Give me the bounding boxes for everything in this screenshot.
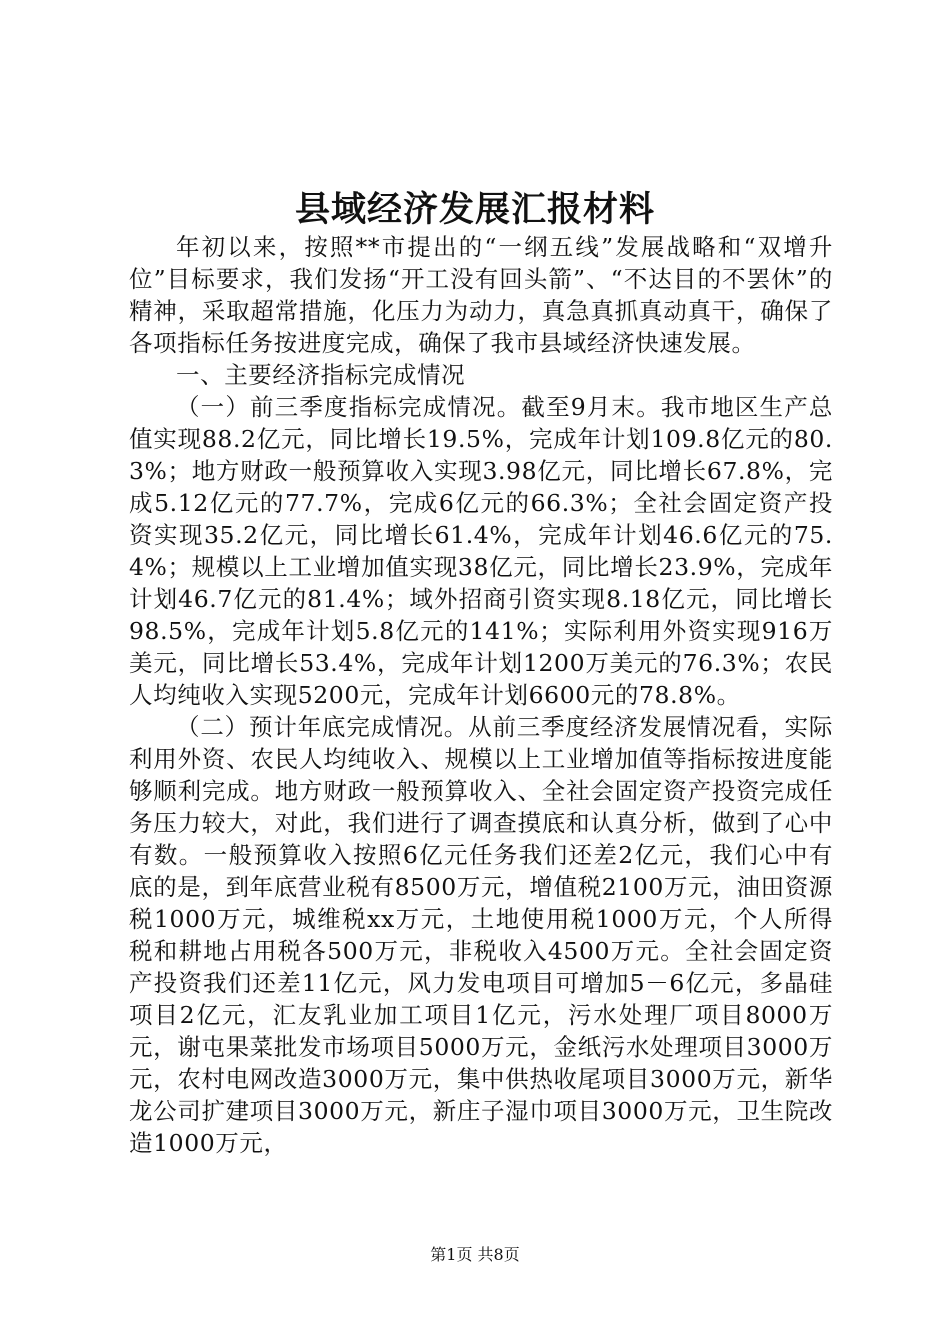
paragraph-q3-indicators: （一）前三季度指标完成情况。截至9月末。我市地区生产总值实现88.2亿元，同比增长19.5%，完成年计划109.8亿元的80.3%；地方财政一般预算收入实现3.98亿元，同比增长67.8%，完成5.12亿元的77.7%，完成6亿元的66.3%；全社会固定资产投资实现35.2亿元，同比增长61.4%，完成年计划46.6亿元的75.4%；规模以上工业增加值实现38亿元，同比增长23.9%，完成年计划46.7亿元的81.4%；域外招商引资实现8.18亿元，同比增长98.5%，完成年计划5.8亿元的141%；实际利用外资实现916万美元，同比增长53.4%，完成年计划1200万美元的76.3%；农民人均纯收入实现5200元，完成年计划6600元的78.8%。 xyxy=(129,393,833,709)
intro-paragraph: 年初以来，按照**市提出的“一纲五线”发展战略和“双增升位”目标要求，我们发扬“开工没有回头箭”、“不达目的不罢休”的精神，采取超常措施，化压力为动力，真急真抓真动真干，确保了各项指标任务按进度完成，确保了我市县域经济快速发展。 xyxy=(129,233,833,357)
document-title: 县域经济发展汇报材料 xyxy=(294,189,655,230)
section-heading-main-indicators: 一、主要经济指标完成情况 xyxy=(176,361,466,389)
document-body xyxy=(129,231,833,1159)
page-footer: 第1页 共8页 xyxy=(430,1245,520,1264)
paragraph-year-end-forecast: （二）预计年底完成情况。从前三季度经济发展情况看，实际利用外资、农民人均纯收入、规模以上工业增加值等指标按进度能够顺利完成。地方财政一般预算收入、全社会固定资产投资完成任务压力较大，对此，我们进行了调查摸底和认真分析，做到了心中有数。一般预算收入按照6亿元任务我们还差2亿元，我们心中有底的是，到年底营业税有8500万元，增值税2100万元，油田资源税1000万元，城维税xx万元，土地使用税1000万元，个人所得税和耕地占用税各500万元，非税收入4500万元。全社会固定资产投资我们还差11亿元，风力发电项目可增加5－6亿元，多晶硅项目2亿元，汇友乳业加工项目1亿元，污水处理厂项目8000万元，谢屯果菜批发市场项目5000万元，金纸污水处理项目3000万元，农村电网改造3000万元，集中供热收尾项目3000万元，新华龙公司扩建项目3000万元，新庄子湿巾项目3000万元，卫生院改造1000万元， xyxy=(129,713,833,1157)
